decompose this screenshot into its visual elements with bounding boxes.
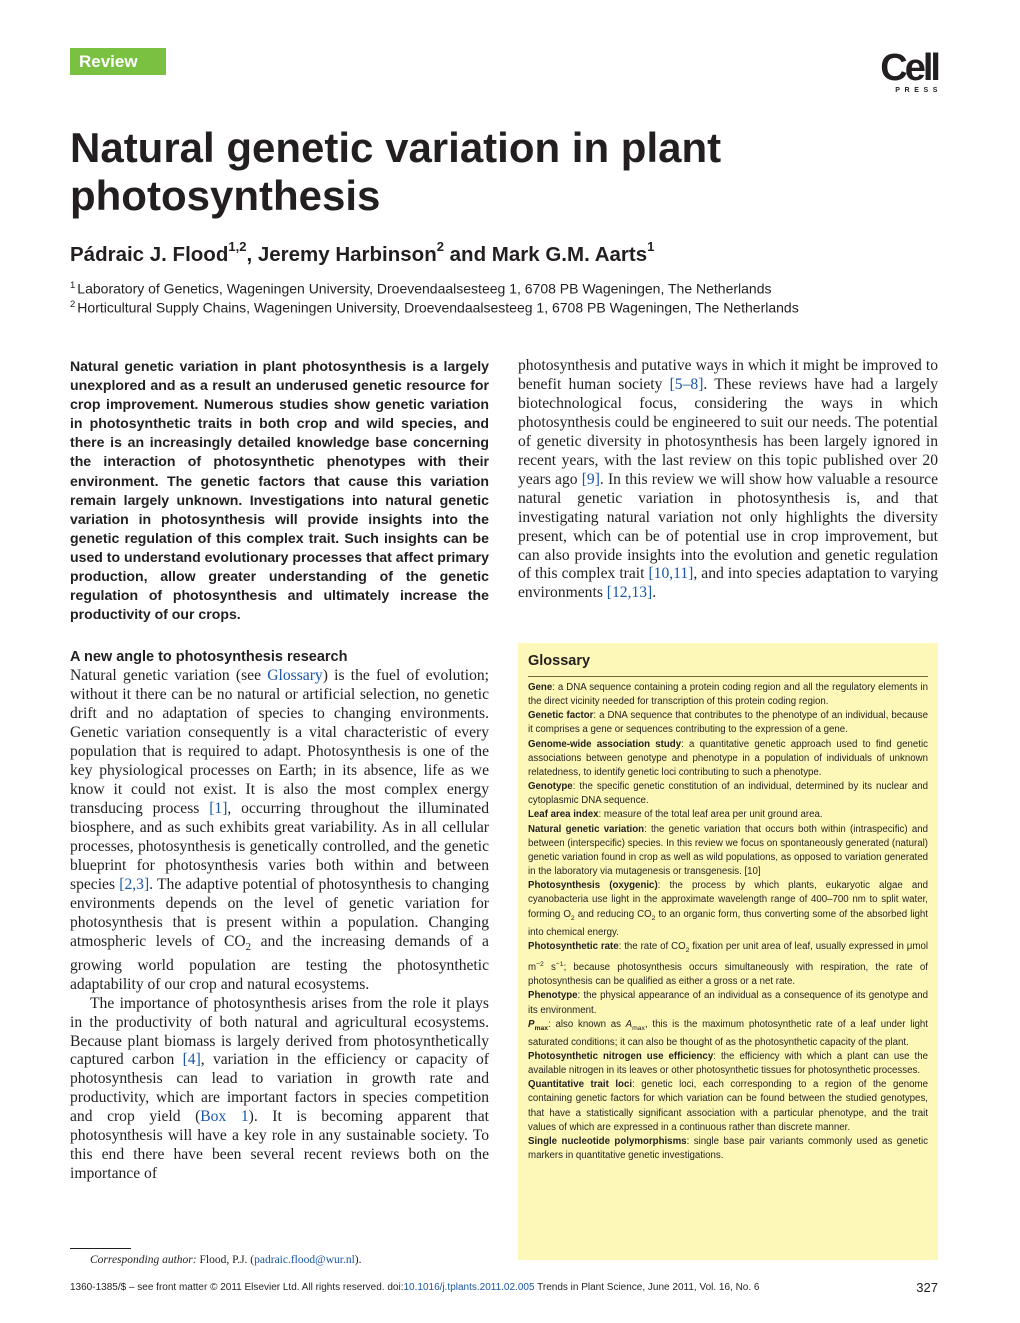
right-column	[518, 357, 938, 603]
body-paragraph-1	[70, 667, 489, 994]
text-run: , variation in the efficiency or capacity of photosynthesis can lead to variation in growth rate and productivity, which are important factors in species competition and crop yield (	[70, 1051, 490, 1126]
footnote-label: Corresponding author:	[90, 1254, 197, 1266]
text-run: −2	[536, 960, 544, 968]
text-run: The importance of photosynthesis arises from the role it plays in the productivity of both natural and agricultural ecosystems. Because plant biomass is largely derived from photosynthetically captured carbon	[70, 994, 489, 1069]
glossary-entry	[528, 1050, 928, 1078]
affiliation-text: Laboratory of Genetics, Wageningen University, Droevendaalsesteeg 1, 6708 PB Wageningen, The Netherlands	[77, 280, 772, 297]
left-column	[70, 357, 489, 1184]
review-tag: Review	[70, 48, 166, 75]
author-list	[70, 241, 654, 267]
footer-journal: Trends in Plant Science, June 2011, Vol. 16, No. 6	[534, 1282, 760, 1293]
glossary-entry	[528, 940, 928, 990]
page-number: 327	[916, 1280, 938, 1295]
glossary-term: Genotype	[528, 781, 573, 793]
glossary-entry	[528, 681, 928, 709]
text-run: : genetic loci, each corresponding to a region of the genome containing genetic factors for which variation can be found between the studied genotypes, that have a statistically significant association with a particular phenotype, and the trait values of which are expressed in a continuous rather than discrete manner.	[528, 1079, 928, 1133]
footnote-end: ).	[354, 1254, 362, 1266]
page-footer	[70, 1282, 938, 1293]
glossary-entry	[528, 1018, 928, 1050]
text-run: : the specific genetic constitution of an individual, determined by its nuclear and cytoplasmic DNA sequence.	[528, 781, 928, 807]
glossary-entry	[528, 989, 928, 1017]
text-run: : single base pair variants commonly used as genetic markers in quantitative genetic investigations.	[528, 1135, 928, 1162]
glossary-entry	[528, 1078, 928, 1135]
glossary-entry	[528, 879, 928, 940]
text-run: : the process by which plants, eukaryotic algae and cyanobacteria use light in the approximate wavelength range of 400–700 nm to split water, forming O	[528, 880, 928, 920]
glossary-term: Phenotype	[528, 990, 578, 1002]
corresponding-author-note	[90, 1254, 362, 1266]
text-run: photosynthesis and putative ways in which it might be improved to benefit human society	[518, 357, 938, 393]
body-paragraph-3	[518, 357, 938, 603]
text-run: A	[625, 1018, 633, 1030]
text-run: : also known as	[548, 1018, 626, 1030]
affiliation-text: Horticultural Supply Chains, Wageningen University, Droevendaalsesteeg 1, 6708 PB Wageningen, The Netherlands	[77, 299, 799, 316]
text-run: : a DNA sequence that contributes to the phenotype of an individual, because it comprises a gene or sequences contributing to the expression of a gene.	[528, 710, 928, 736]
author-affiliation: 1	[647, 239, 655, 254]
text-run: 2	[570, 914, 575, 922]
glossary-term: Quantitative trait loci	[528, 1079, 633, 1091]
footnote-name: Flood, P.J. (	[196, 1254, 255, 1266]
glossary-entry	[528, 1135, 928, 1163]
text-run: ). It is becoming apparent that photosynthesis will have a key role in any sustainable society. To this end there have been several recent reviews both on the importance of	[70, 1108, 489, 1183]
section-heading: A new angle to photosynthesis research	[70, 649, 348, 666]
glossary-term: Photosynthesis (oxygenic)	[528, 880, 658, 892]
abstract: Natural genetic variation in plant photosynthesis is a largely unexplored and as a result an underused genetic resource for crop improvement. Numerous studies show genetic variation in photosynthetic traits in both crop and wild species, and there is an increasingly detailed knowledge base concerning the interaction of photosynthetic phenotypes with their environment. The genetic factors that cause this variation remain largely unknown. Investigations into natural genetic variation in photosynthesis will provide insights into the genetic regulation of this complex trait. Such insights can be used to understand evolutionary processes that affect primary production, allow greater understanding of the genetic regulation of photosynthesis and ultimately increase the productivity of our crops.	[70, 358, 490, 623]
text-run: : a quantitative genetic approach used to find genetic associations between genotype and phenotype in a population of individuals of unknown relatedness, to identify genetic loci contributing to such a phenotype.	[528, 738, 928, 778]
affiliation-1	[70, 280, 772, 297]
text-run: max	[632, 1024, 645, 1032]
glossary-entry	[528, 709, 928, 737]
glossary-list	[528, 681, 928, 1163]
text-run: ) is the fuel of evolution; without it there can be no natural or artificial selection, no genetic drift and no adaptation of species to changing environments. Genetic variation consequently is a vital characteristic of every population that is required to adapt. Photosynthesis is one of the key physiological processes on Earth; in its absence, life as we know it could not exist. It is also the most complex energy transducing process	[70, 667, 489, 817]
text-run: , this is the maximum photosynthetic rate of a leaf under light saturated conditions; it can also be thought of as the photosynthetic capacity of the plant.	[528, 1018, 928, 1048]
text-run: and the increasing demands of a growing world population are testing the photosynthetic adaptability of our crop and natural ecosystems.	[70, 932, 489, 993]
text-run: and reducing CO	[574, 908, 652, 920]
text-run: −1	[555, 960, 564, 968]
text-run: : the rate of CO	[618, 940, 686, 952]
author-affiliation: 2	[436, 239, 444, 254]
author-name: Pádraic J. Flood	[70, 242, 229, 266]
reference-link[interactable]: [12,13]	[606, 584, 653, 602]
glossary-term: Gene	[528, 682, 553, 693]
glossary-box	[518, 643, 938, 1260]
doi-link[interactable]: 10.1016/j.tplants.2011.02.005	[403, 1282, 535, 1293]
glossary-term: Photosynthetic nitrogen use efficiency	[528, 1050, 714, 1062]
email-link[interactable]: padraic.flood@wur.nl	[254, 1254, 355, 1266]
text-run: : the efficiency with which a plant can use the available nitrogen in its leaves or other photosynthetic tissues for photosynthetic processes.	[528, 1050, 928, 1077]
footer-copyright: 1360-1385/$ – see front matter © 2011 Elsevier Ltd. All rights reserved. doi:	[70, 1282, 404, 1293]
reference-link[interactable]: Box 1	[200, 1108, 249, 1126]
text-run: , and into species adaptation to varying environments	[518, 565, 938, 602]
affiliation-number: 1	[70, 280, 76, 291]
text-run: 2	[245, 940, 252, 953]
text-run: : a DNA sequence containing a protein coding region and all the regulatory elements in the direct vicinity needed for transcription of this protein coding region.	[528, 682, 928, 708]
affiliation-2	[70, 299, 799, 316]
text-run: : measure of the total leaf area per unit ground area.	[598, 809, 823, 821]
text-run: fixation per unit area of leaf, usually expressed in μmol m	[528, 940, 928, 974]
glossary-entry	[528, 823, 928, 880]
press-logo-text: PRESS	[895, 87, 942, 94]
glossary-term: max	[534, 1024, 549, 1032]
reference-link[interactable]: [10,11]	[648, 565, 694, 583]
glossary-entry	[528, 808, 928, 822]
author-name: Jeremy Harbinson	[257, 242, 437, 266]
glossary-entry	[528, 780, 928, 808]
text-run: s	[543, 962, 556, 974]
text-run: : the genetic variation that occurs both within (intraspecific) and between (interspecific) species. In this review we focus on spontaneously generated (natural) genetic variation found in crop as well as wild populations, as opposed to variation generated in the laboratory via mutagenesis or transgenesis. [10]	[528, 823, 928, 878]
reference-link[interactable]: [5–8]	[669, 375, 704, 393]
glossary-title: Glossary	[528, 653, 928, 677]
glossary-entry	[528, 738, 928, 780]
glossary-term: Natural genetic variation	[528, 823, 645, 835]
reference-link[interactable]: [2,3]	[119, 875, 150, 893]
text-run: to an organic form, thus converting some of the absorbed light into chemical energy.	[528, 908, 928, 938]
affiliation-number: 2	[70, 299, 76, 310]
author-separator: and	[443, 242, 492, 266]
text-run: Natural genetic variation (see	[70, 667, 268, 685]
glossary-term: Genetic factor	[528, 710, 594, 722]
glossary-term: Single nucleotide polymorphisms	[528, 1135, 687, 1147]
text-run: 2	[651, 914, 656, 922]
reference-link[interactable]: [1]	[209, 799, 228, 817]
author-name: Mark G.M. Aarts	[491, 242, 648, 266]
text-run: , occurring throughout the illuminated biosphere, and as such exhibits great variability. As in all cellular processes, photosynthesis is genetically controlled, and the genetic blueprint for photosynthesis varies both within and between species	[70, 799, 489, 893]
author-separator: ,	[246, 242, 258, 266]
cell-press-logo	[880, 47, 942, 94]
article-title: Natural genetic variation in plant photosynthesis	[70, 124, 722, 219]
glossary-term: Genome-wide association study	[528, 738, 682, 750]
reference-link[interactable]: [9]	[581, 470, 600, 488]
text-run: ; because photosynthesis occurs simultaneously with respiration, the rate of photosynthesis can be qualified as either a gross or a net rate.	[528, 962, 928, 988]
text-run: .	[652, 584, 657, 602]
reference-link[interactable]: Glossary	[267, 667, 323, 685]
glossary-term: Leaf area index	[528, 809, 599, 821]
body-paragraph-2	[70, 995, 489, 1185]
text-run: . In this review we will show how valuable a resource natural genetic variation in photosynthesis is, and that investigating natural variation not only highlights the diversity present, which can be of potential use in crop improvement, but can also provide insights into the evolution and genetic regulation of this complex trait	[518, 470, 938, 583]
reference-link[interactable]: [4]	[182, 1051, 201, 1069]
text-run: . The adaptive potential of photosynthesis to changing environments depends on the level of genetic variation for photosynthesis that is present within a population. Changing atmospheric levels of CO	[70, 875, 489, 950]
text-run: . These reviews have had a largely biotechnological focus, considering the ways in which photosynthesis could be engineered to suit our needs. The potential of genetic diversity in photosynthesis has been largely ignored in recent years, with the last review on this topic published over 20 years ago	[518, 375, 938, 488]
author-affiliation: 1,2	[228, 239, 247, 254]
glossary-term: P	[528, 1018, 535, 1030]
glossary-term: Photosynthetic rate	[528, 940, 619, 952]
cell-logo-text: Cell	[880, 47, 938, 89]
text-run: : the physical appearance of an individual as a consequence of its genotype and its environment.	[528, 990, 928, 1016]
footnote-divider	[70, 1248, 131, 1249]
text-run: 2	[685, 946, 690, 954]
